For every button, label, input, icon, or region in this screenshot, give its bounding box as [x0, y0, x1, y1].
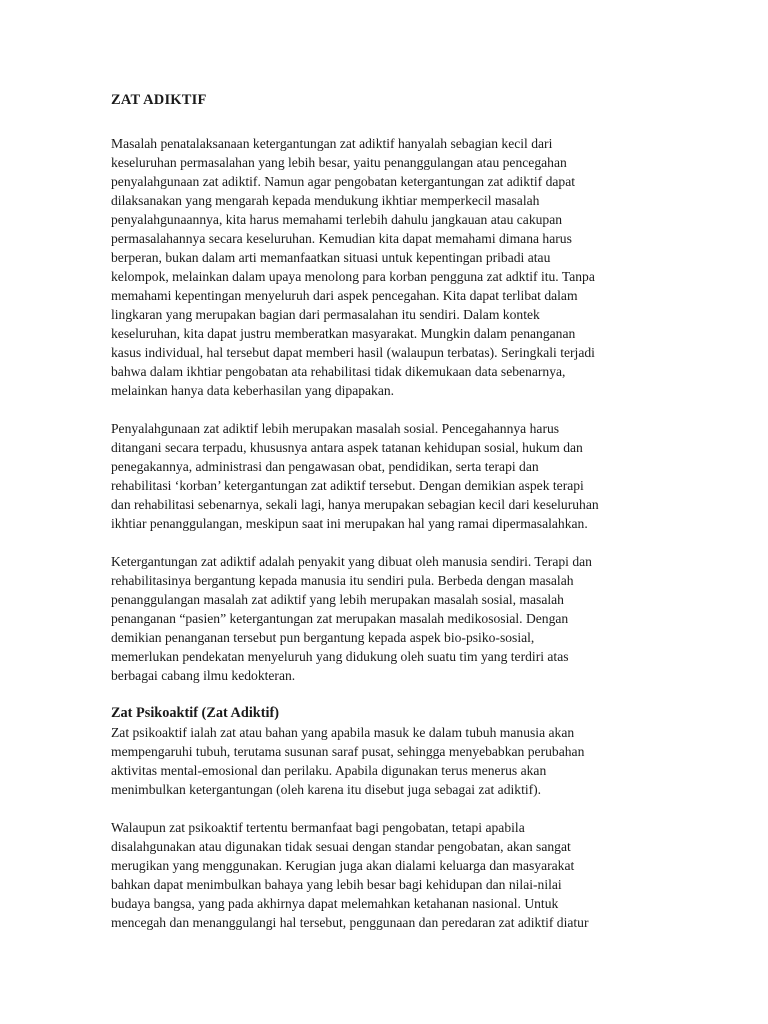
- text-line: rehabilitasinya bergantung kepada manusia itu sendiri pula. Berbeda dengan masalah: [111, 573, 574, 588]
- text-line: merugikan yang menggunakan. Kerugian juga akan dialami keluarga dan masyarakat: [111, 858, 575, 873]
- text-line: Ketergantungan zat adiktif adalah penyakit yang dibuat oleh manusia sendiri. Terapi dan: [111, 554, 592, 569]
- text-line: Masalah penatalaksanaan ketergantungan zat adiktif hanyalah sebagian kecil dari: [111, 136, 553, 151]
- text-line: ditangani secara terpadu, khususnya antara aspek tatanan kehidupan sosial, hukum dan: [111, 440, 583, 455]
- text-line: disalahgunakan atau digunakan tidak sesuai dengan standar pengobatan, akan sangat: [111, 839, 571, 854]
- document-body: [111, 134, 657, 951]
- text-line: kasus individual, hal tersebut dapat memberi hasil (walaupun terbatas). Seringkali terjadi: [111, 345, 595, 360]
- text-line: Penyalahgunaan zat adiktif lebih merupakan masalah sosial. Pencegahannya harus: [111, 421, 560, 436]
- text-line: mempengaruhi tubuh, terutama susunan saraf pusat, sehingga menyebabkan perubahan: [111, 744, 585, 759]
- text-line: mencegah dan menanggulangi hal tersebut, penggunaan dan peredaran zat adiktif diatur: [111, 915, 589, 930]
- text-line: berbagai cabang ilmu kedokteran.: [111, 668, 296, 683]
- paragraph: [111, 134, 657, 400]
- text-line: penyalahgunaan zat adiktif. Namun agar pengobatan ketergantungan zat adiktif dapat: [111, 174, 576, 189]
- text-line: budaya bangsa, yang pada akhirnya dapat melemahkan ketahanan nasional. Untuk: [111, 896, 559, 911]
- text-line: keseluruhan, kita dapat justru memberatkan masyarakat. Mungkin dalam penanganan: [111, 326, 576, 341]
- paragraph: [111, 723, 657, 799]
- text-line: memahami kepentingan menyeluruh dari aspek pencegahan. Kita dapat terlibat dalam: [111, 288, 578, 303]
- text-line: lingkaran yang merupakan bagian dari permasalahan itu sendiri. Dalam kontek: [111, 307, 540, 322]
- text-line: keseluruhan permasalahan yang lebih besar, yaitu penanggulangan atau pencegahan: [111, 155, 567, 170]
- text-line: memerlukan pendekatan menyeluruh yang didukung oleh suatu tim yang terdiri atas: [111, 649, 569, 664]
- paragraph: [111, 818, 657, 932]
- text-line: penyalahgunaannya, kita harus memahami terlebih dahulu jangkauan atau cakupan: [111, 212, 563, 227]
- text-line: penegakannya, administrasi dan pengawasan obat, pendidikan, serta terapi dan: [111, 459, 539, 474]
- section-heading: Zat Psikoaktif (Zat Adiktif): [111, 705, 280, 721]
- intro-section: [111, 134, 657, 685]
- text-line: Walaupun zat psikoaktif tertentu bermanfaat bagi pengobatan, tetapi apabila: [111, 820, 525, 835]
- text-line: kelompok, melainkan dalam upaya menolong para korban pengguna zat adktif itu. Tanpa: [111, 269, 595, 284]
- text-line: demikian penanganan tersebut pun bergantung kepada aspek bio-psiko-sosial,: [111, 630, 535, 645]
- text-line: penanggulangan masalah zat adiktif yang lebih merupakan masalah sosial, masalah: [111, 592, 564, 607]
- text-line: ikhtiar penanggulangan, meskipun saat ini merupakan hal yang ramai dipermasalahkan.: [111, 516, 588, 531]
- text-line: Zat psikoaktif ialah zat atau bahan yang apabila masuk ke dalam tubuh manusia akan: [111, 725, 575, 740]
- text-line: melainkan hanya data keberhasilan yang dipapakan.: [111, 383, 395, 398]
- text-line: dan rehabilitasi sebenarnya, sekali lagi, hanya merupakan sebagian kecil dari keseluruhan: [111, 497, 599, 512]
- section-body: [111, 723, 657, 932]
- text-line: permasalahannya secara keseluruhan. Kemudian kita dapat memahami dimana harus: [111, 231, 572, 246]
- paragraph: [111, 419, 657, 533]
- text-line: bahkan dapat menimbulkan bahaya yang lebih besar bagi kehidupan dan nilai-nilai: [111, 877, 562, 892]
- text-line: menimbulkan ketergantungan (oleh karena itu disebut juga sebagai zat adiktif).: [111, 782, 542, 797]
- text-line: penanganan “pasien” ketergantungan zat merupakan masalah medikososial. Dengan: [111, 611, 569, 626]
- text-line: berperan, bukan dalam arti memanfaatkan situasi untuk kepentingan pribadi atau: [111, 250, 551, 265]
- paragraph: [111, 552, 657, 685]
- document-title: ZAT ADIKTIF: [111, 92, 207, 108]
- text-line: bahwa dalam ikhtiar pengobatan ata rehabilitasi tidak dikemukaan data sebenarnya,: [111, 364, 566, 379]
- text-line: aktivitas mental-emosional dan perilaku. Apabila digunakan terus menerus akan: [111, 763, 547, 778]
- text-line: rehabilitasi ‘korban’ ketergantungan zat adiktif tersebut. Dengan demikian aspek terapi: [111, 478, 584, 493]
- text-line: dilaksanakan yang mengarah kepada mendukung ikhtiar memperkecil masalah: [111, 193, 540, 208]
